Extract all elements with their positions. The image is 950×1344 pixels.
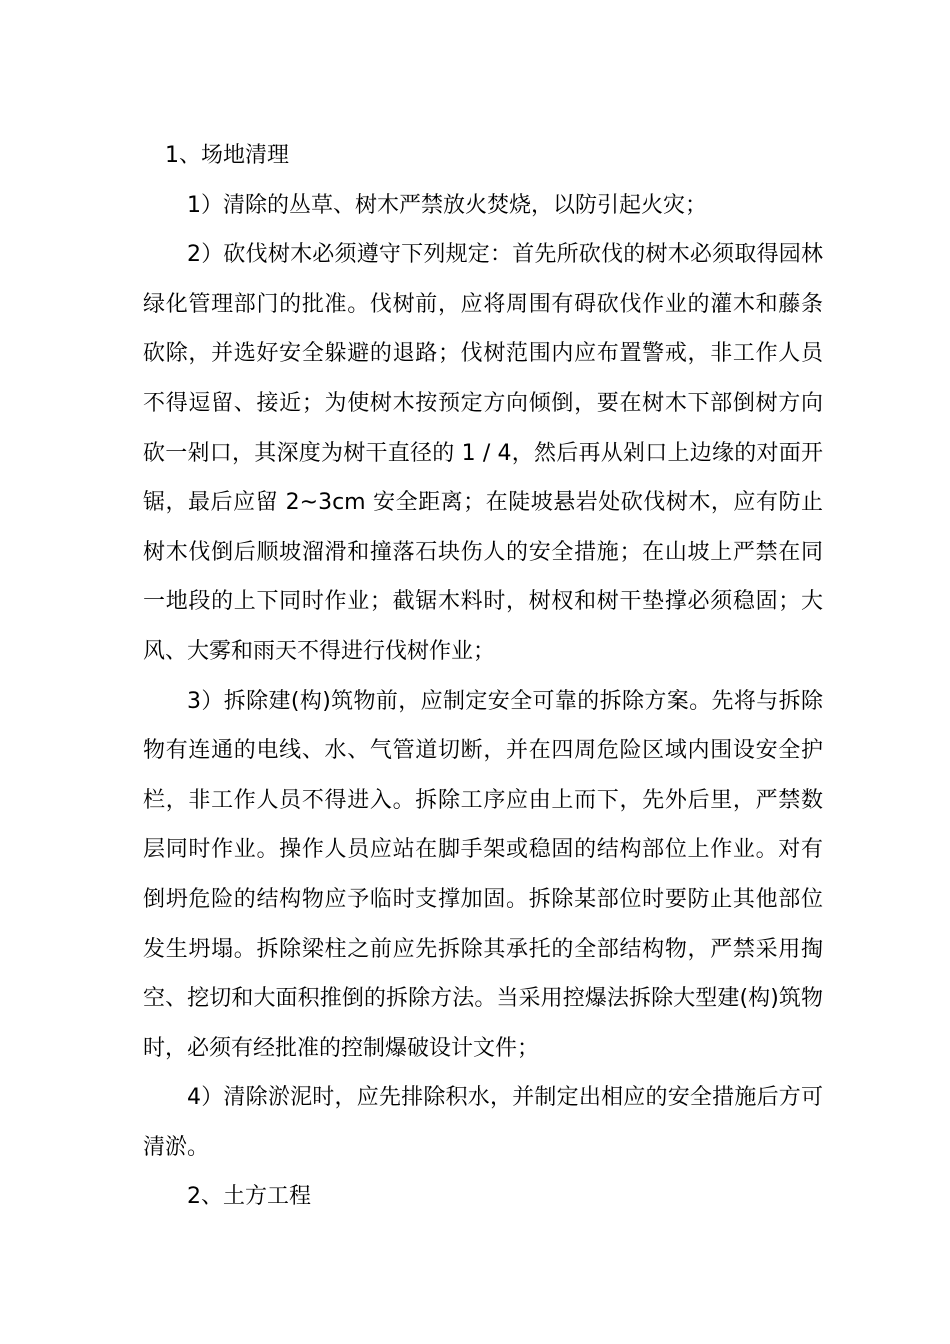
section-heading-site-clearing: 1、场地清理 xyxy=(165,143,289,168)
paragraph-item-4: 4）清除淤泥时，应先排除积水，并制定出相应的安全措施后方可清淤。 xyxy=(143,1085,823,1160)
paragraph-item-3: 3）拆除建(构)筑物前，应制定安全可靠的拆除方案。先将与拆除物有连通的电线、水、气管道切断，并在四周危险区域内围设安全护栏，非工作人员不得进入。拆除工序应由上而下，先外后里，严禁数层同时作业。操作人员应站在脚手架或稳固的结构部位上作业。对有倒坍危险的结构物应予临时支撑加固。拆除某部位时要防止其他部位发生坍塌。拆除梁柱之前应先拆除其承托的全部结构物，严禁采用掏空、挖切和大面积推倒的拆除方法。当采用控爆法拆除大型建(构)筑物时，必须有经批准的控制爆破设计文件； xyxy=(143,688,823,1061)
section-heading-earthwork: 2、土方工程 xyxy=(187,1184,311,1210)
paragraph-item-1: 1）清除的丛草、树木严禁放火焚烧，以防引起火灾； xyxy=(187,192,707,218)
document-body xyxy=(143,131,823,1222)
paragraph-item-2: 2）砍伐树木必须遵守下列规定：首先所砍伐的树木必须取得园林绿化管理部门的批准。伐树前，应将周围有碍砍伐作业的灌木和藤条砍除，并选好安全躲避的退路；伐树范围内应布置警戒，非工作人员不得逗留、接近；为使树木按预定方向倾倒，要在树木下部倒树方向砍一剁口，其深度为树干直径的 1 / 4，然后再从剁口上边缘的对面开锯，最后应留 2~3cm 安全距离；在陡坡悬岩处砍伐树木，应有防止树木伐倒后顺坡溜滑和撞落石块伤人的安全措施；在山坡上严禁在同一地段的上下同时作业；截锯木料时，树杈和树干垫撑必须稳固；大风、大雾和雨天不得进行伐树作业； xyxy=(143,242,823,664)
